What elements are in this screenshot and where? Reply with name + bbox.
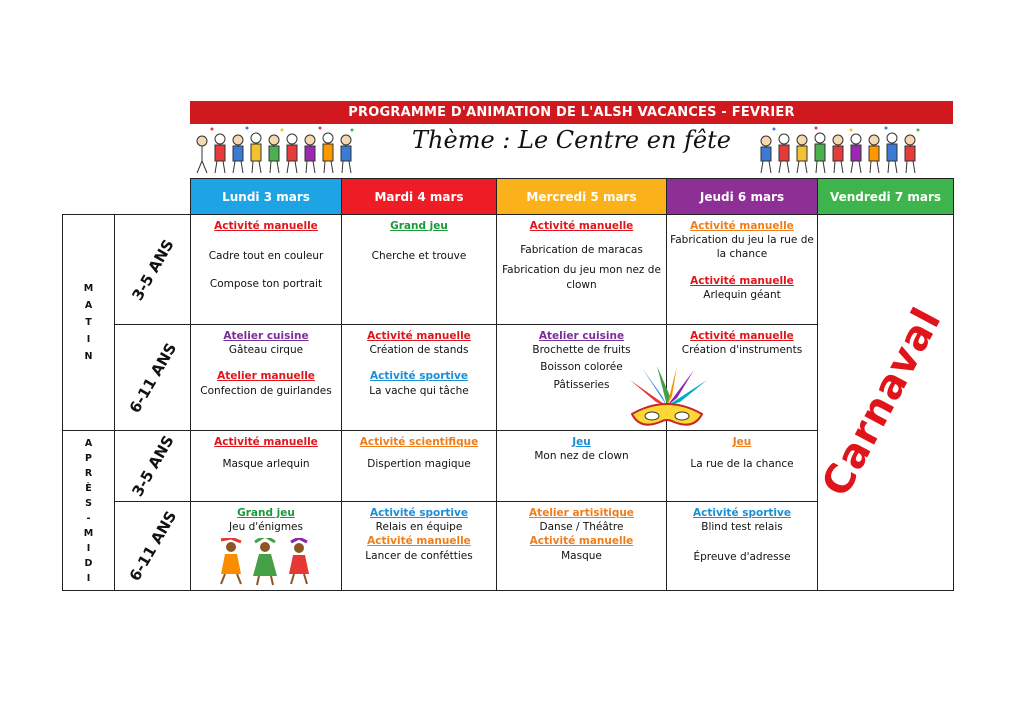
day-label: Mercredi 5 mars <box>526 189 637 204</box>
activity-line: Boisson colorée <box>540 361 623 374</box>
period-letter: I <box>86 572 91 584</box>
activity-type: Activité manuelle <box>214 220 318 232</box>
day-label: Mardi 4 mars <box>374 189 464 204</box>
period-letter: N <box>84 351 93 362</box>
age-label: 3-5 ANS <box>127 235 178 304</box>
day-label: Vendredi 7 mars <box>829 189 942 204</box>
activity-line: Arlequin géant <box>703 288 781 301</box>
period-letter: P <box>85 452 92 464</box>
age-label: 6-11 ANS <box>125 339 180 416</box>
activity-line: Lancer de confétties <box>365 549 473 562</box>
period-matin <box>62 214 115 431</box>
activity-line: Masque <box>561 549 602 562</box>
activity-line: Blind test relais <box>701 521 783 534</box>
period-letter: I <box>86 334 91 345</box>
activity-type: Jeu <box>572 436 591 448</box>
activity-type: Grand jeu <box>390 220 448 232</box>
activity-type: Activité manuelle <box>529 535 634 548</box>
period-letter: D <box>84 557 93 569</box>
activity-line: Épreuve d'adresse <box>693 551 791 564</box>
activity-line: Création de stands <box>369 344 469 357</box>
activity-type: Grand jeu <box>237 507 295 519</box>
day-label: Jeudi 6 mars <box>699 189 785 204</box>
age-row-matin-6-11 <box>114 324 191 431</box>
activity-type: Activité sportive <box>693 507 791 519</box>
activity-line: Cadre tout en couleur <box>208 250 324 263</box>
cell-am-3-5-lundi <box>190 430 342 502</box>
activity-line: Masque arlequin <box>222 458 310 471</box>
cell-am-6-11-mercredi <box>496 501 667 591</box>
activity-line: Pâtisseries <box>553 378 610 391</box>
cell-matin-6-11-mardi <box>341 324 497 431</box>
activity-type: Activité manuelle <box>214 436 318 448</box>
activity-type: Atelier manuelle <box>217 370 315 383</box>
activity-type: Activité scientifique <box>359 436 479 448</box>
activity-line: Relais en équipe <box>375 521 463 534</box>
activity-type: Atelier cuisine <box>223 330 309 342</box>
cell-matin-6-11-lundi <box>190 324 342 431</box>
activity-line: La rue de la chance <box>690 458 794 471</box>
period-letter: R <box>84 467 93 479</box>
activity-line: Dispertion magique <box>367 458 471 471</box>
age-row-matin-3-5 <box>114 214 191 325</box>
period-apres-midi <box>62 430 115 591</box>
activity-type: Activité manuelle <box>529 220 634 232</box>
period-letter: È <box>85 482 92 494</box>
activity-type: Activité manuelle <box>690 220 794 232</box>
activity-type: Activité manuelle <box>690 330 794 342</box>
age-row-am-6-11 <box>114 501 191 591</box>
activity-line: Brochette de fruits <box>532 344 631 357</box>
activity-type: Jeu <box>732 436 752 448</box>
activity-line: Mon nez de clown <box>534 450 629 463</box>
day-header-vendredi <box>817 178 954 215</box>
day-header-mercredi <box>496 178 667 215</box>
activity-line: Cherche et trouve <box>371 250 467 263</box>
activity-line: Jeu d'énigmes <box>229 521 303 534</box>
activity-line: Danse / Théâtre <box>539 521 624 534</box>
cell-matin-3-5-mardi <box>341 214 497 325</box>
cell-am-3-5-mardi <box>341 430 497 502</box>
cell-matin-3-5-jeudi <box>666 214 818 325</box>
activity-line: Fabrication du jeu la rue de la chance <box>670 234 814 261</box>
period-letter: A <box>84 437 93 449</box>
activity-type: Activité sportive <box>370 370 468 383</box>
theme-title: Thème : Le Centre en fête <box>412 126 731 154</box>
cell-am-3-5-jeudi <box>666 430 818 502</box>
day-header-jeudi <box>666 178 818 215</box>
period-letter: M <box>83 283 94 294</box>
cell-am-3-5-mercredi <box>496 430 667 502</box>
carnival-mask-illustration <box>622 366 712 436</box>
period-letter: I <box>86 542 91 554</box>
activity-type: Atelier artisitique <box>529 507 634 519</box>
activity-line: Fabrication de maracas <box>520 244 643 257</box>
day-label: Lundi 3 mars <box>222 189 310 204</box>
party-crowd-illustration-right <box>756 125 926 175</box>
program-banner: PROGRAMME D'ANIMATION DE L'ALSH VACANCES - FEVRIER <box>190 101 953 124</box>
period-letter: A <box>84 300 93 311</box>
cell-am-6-11-jeudi <box>666 501 818 591</box>
period-letter: T <box>85 317 92 328</box>
age-label: 3-5 ANS <box>127 432 178 500</box>
activity-line: Compose ton portrait <box>209 278 323 291</box>
dancers-illustration <box>215 538 315 586</box>
party-crowd-illustration-left <box>192 125 362 175</box>
activity-type: Activité sportive <box>370 507 468 519</box>
period-letter: - <box>86 512 91 524</box>
activity-type: Atelier cuisine <box>538 330 625 342</box>
cell-am-6-11-mardi <box>341 501 497 591</box>
period-letter: M <box>83 527 94 539</box>
activity-line: Création d'instruments <box>681 344 803 357</box>
activity-type: Activité manuelle <box>367 330 471 342</box>
age-row-am-3-5 <box>114 430 191 502</box>
activity-line: Fabrication du jeu mon nez de clown <box>502 264 661 291</box>
day-header-mardi <box>341 178 497 215</box>
cell-matin-3-5-lundi <box>190 214 342 325</box>
activity-type: Activité manuelle <box>690 274 794 287</box>
day-header-lundi <box>190 178 342 215</box>
age-label: 6-11 ANS <box>125 507 180 585</box>
activity-line: La vache qui tâche <box>369 384 469 397</box>
activity-line: Confection de guirlandes <box>200 384 332 397</box>
activity-line: Gâteau cirque <box>228 344 304 357</box>
activity-type: Activité manuelle <box>367 535 471 548</box>
period-letter: S <box>85 497 92 509</box>
cell-matin-3-5-mercredi <box>496 214 667 325</box>
carnaval-label: Carnaval <box>813 300 951 504</box>
